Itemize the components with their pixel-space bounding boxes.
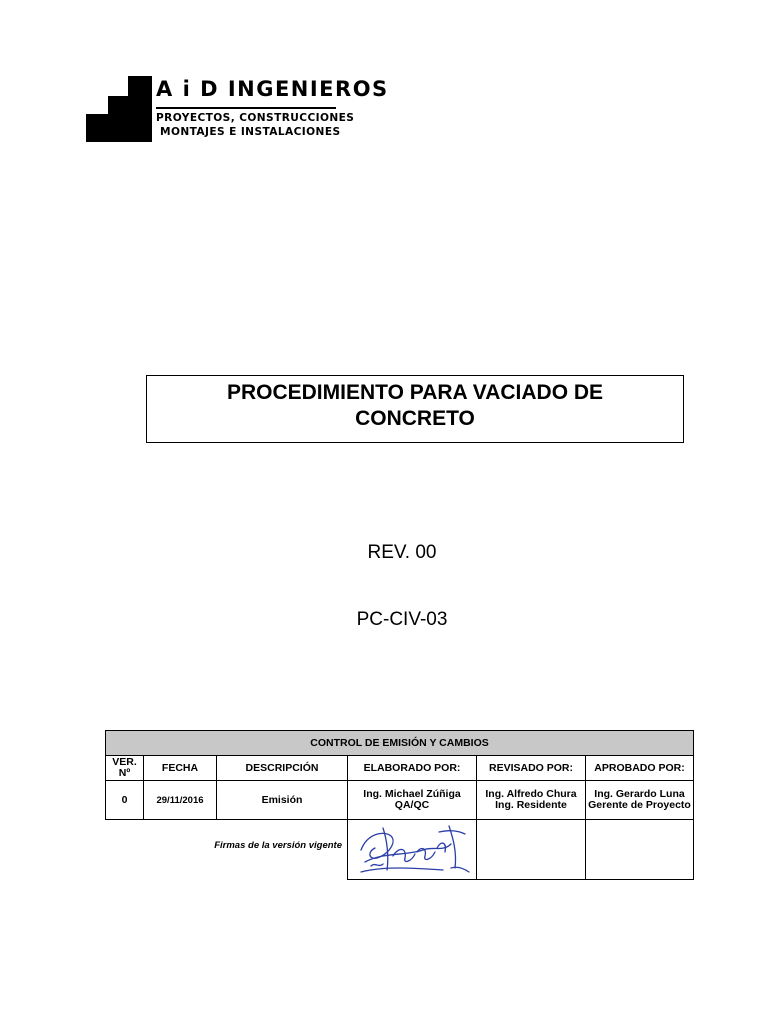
header-fecha: FECHA [143,755,217,781]
company-logo [86,76,389,142]
row-aprobado: Ing. Gerardo Luna Gerente de Proyecto [585,780,694,820]
staircase-logo-icon [86,76,152,142]
document-code: PC-CIV-03 [356,609,448,630]
signature-elaborado [347,819,477,880]
signature-revisado [476,819,586,880]
revision-label: REV. 00 [367,542,437,563]
logo-title: A i D INGENIEROS [156,77,389,101]
row-ver: 0 [105,780,144,820]
row-elaborado: Ing. Michael Zúñiga QA/QC [347,780,477,820]
row-revisado: Ing. Alfredo Chura Ing. Residente [476,780,586,820]
row-descripcion: Emisión [216,780,348,820]
control-table [105,730,694,880]
logo-subtitle-line2: MONTAJES E INSTALACIONES [160,126,341,138]
header-revisado: REVISADO POR: [476,755,586,781]
logo-rule [156,107,336,109]
row-fecha: 29/11/2016 [143,780,217,820]
control-table-title: CONTROL DE EMISIÓN Y CAMBIOS [105,730,694,756]
firmas-label: Firmas de la versión vigente [214,840,342,851]
signature-aprobado [585,819,694,880]
document-title-line1: PROCEDIMIENTO PARA VACIADO DE [226,381,604,404]
handwritten-signature [353,822,471,878]
logo-subtitle-line1: PROYECTOS, CONSTRUCCIONES [156,112,355,124]
header-descripcion: DESCRIPCIÓN [216,755,348,781]
header-ver: VER. Nº [105,755,144,781]
document-title-box [146,375,684,443]
document-title-line2: CONCRETO [355,407,475,430]
header-elaborado: ELABORADO POR: [347,755,477,781]
header-aprobado: APROBADO POR: [585,755,694,781]
